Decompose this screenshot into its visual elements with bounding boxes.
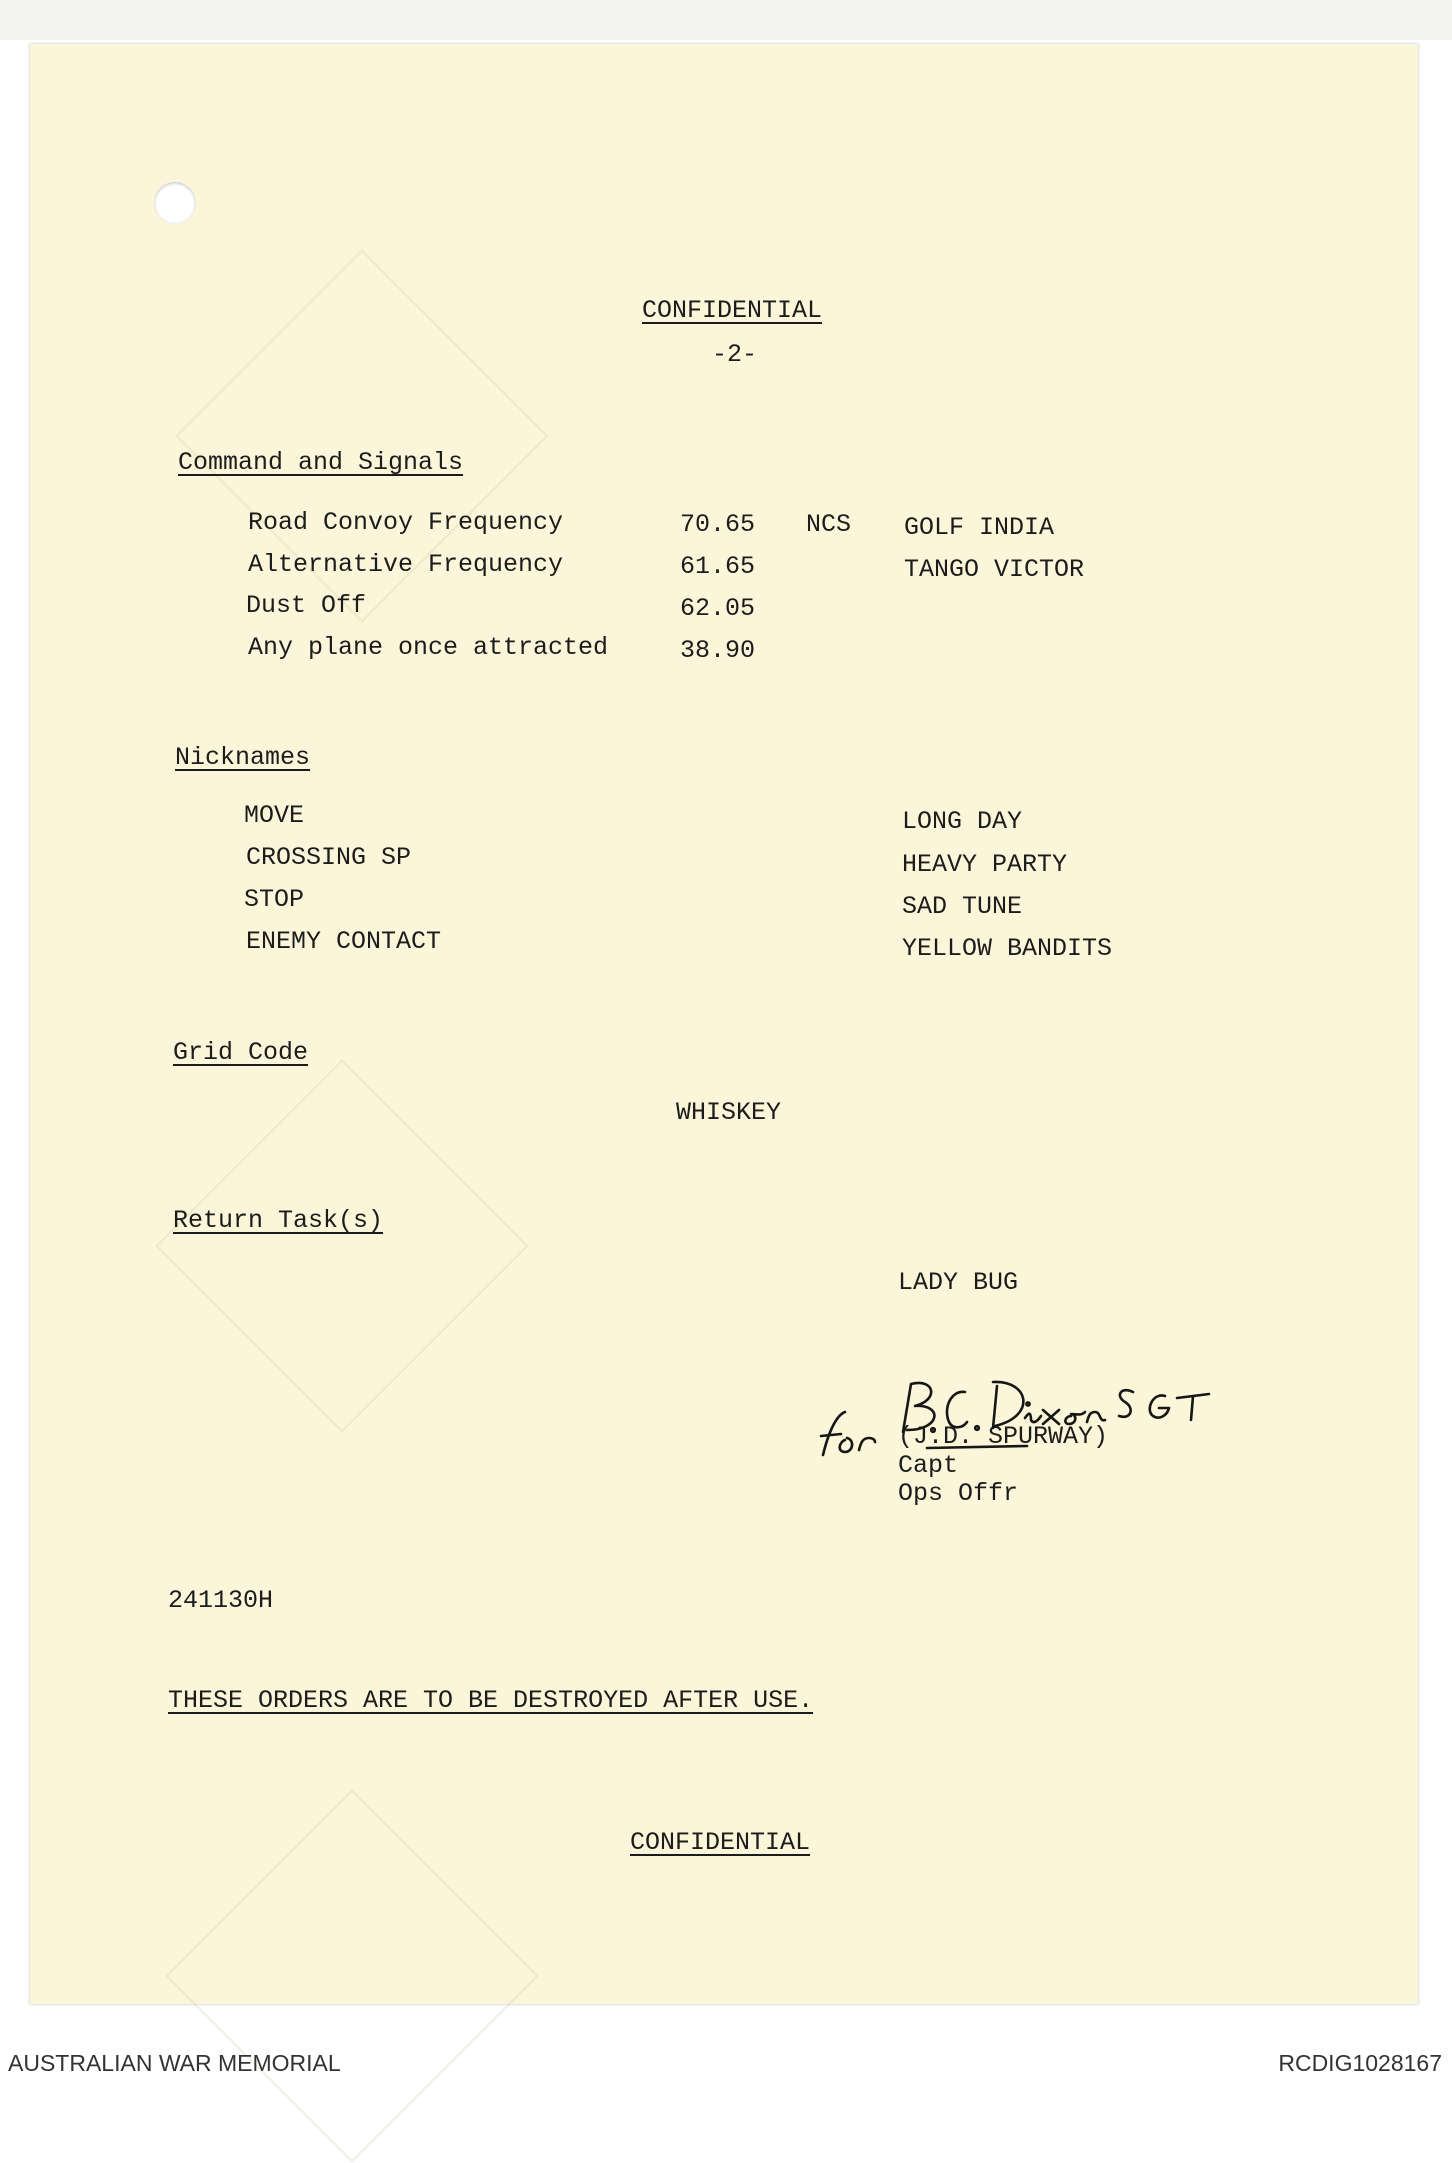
embossed-seal [165,1789,538,2162]
embossed-seal [155,1059,528,1432]
classification-footer: CONFIDENTIAL [630,1828,811,1857]
grid-code-value: WHISKEY [676,1098,782,1127]
heading-command-and-signals: Command and Signals [178,448,464,477]
signal-frequency: 62.05 [680,594,756,623]
signal-label: Any plane once attracted [248,633,609,662]
signatory-appointment: Ops Offr [898,1479,1019,1508]
document-page [30,44,1418,2004]
heading-grid-code: Grid Code [173,1038,309,1067]
page-number: -2- [712,340,758,369]
nickname-event: MOVE [244,801,305,830]
signal-frequency: 61.65 [680,552,756,581]
signal-callsign: GOLF INDIA [904,513,1055,542]
destroy-notice: THESE ORDERS ARE TO BE DESTROYED AFTER USE. [168,1686,814,1715]
date-time-group: 241130H [168,1586,274,1615]
handwritten-signature [815,1360,1215,1480]
signal-station: NCS [806,510,852,539]
archive-footer-right: RCDIG1028167 [1278,2050,1442,2076]
signal-frequency: 38.90 [680,636,756,665]
nickname-value: YELLOW BANDITS [902,934,1113,963]
nickname-value: LONG DAY [902,807,1023,836]
signatory-name: (J.D. SPURWAY) [898,1422,1109,1451]
nickname-event: STOP [244,885,305,914]
signal-label: Alternative Frequency [248,550,564,579]
signal-callsign: TANGO VICTOR [904,555,1085,584]
archive-footer-left: AUSTRALIAN WAR MEMORIAL [8,2050,341,2076]
signal-label: Dust Off [246,591,367,620]
nickname-value: HEAVY PARTY [902,850,1068,879]
nickname-value: SAD TUNE [902,892,1023,921]
nickname-event: CROSSING SP [246,843,412,872]
heading-return-tasks: Return Task(s) [173,1206,384,1235]
return-task-value: LADY BUG [898,1268,1019,1297]
classification-header: CONFIDENTIAL [642,296,823,325]
punch-hole [154,182,196,224]
signatory-rank: Capt [898,1451,959,1480]
heading-nicknames: Nicknames [175,743,311,772]
signal-label: Road Convoy Frequency [248,508,564,537]
scan-top-margin [0,0,1452,40]
signal-frequency: 70.65 [680,510,756,539]
nickname-event: ENEMY CONTACT [246,927,442,956]
